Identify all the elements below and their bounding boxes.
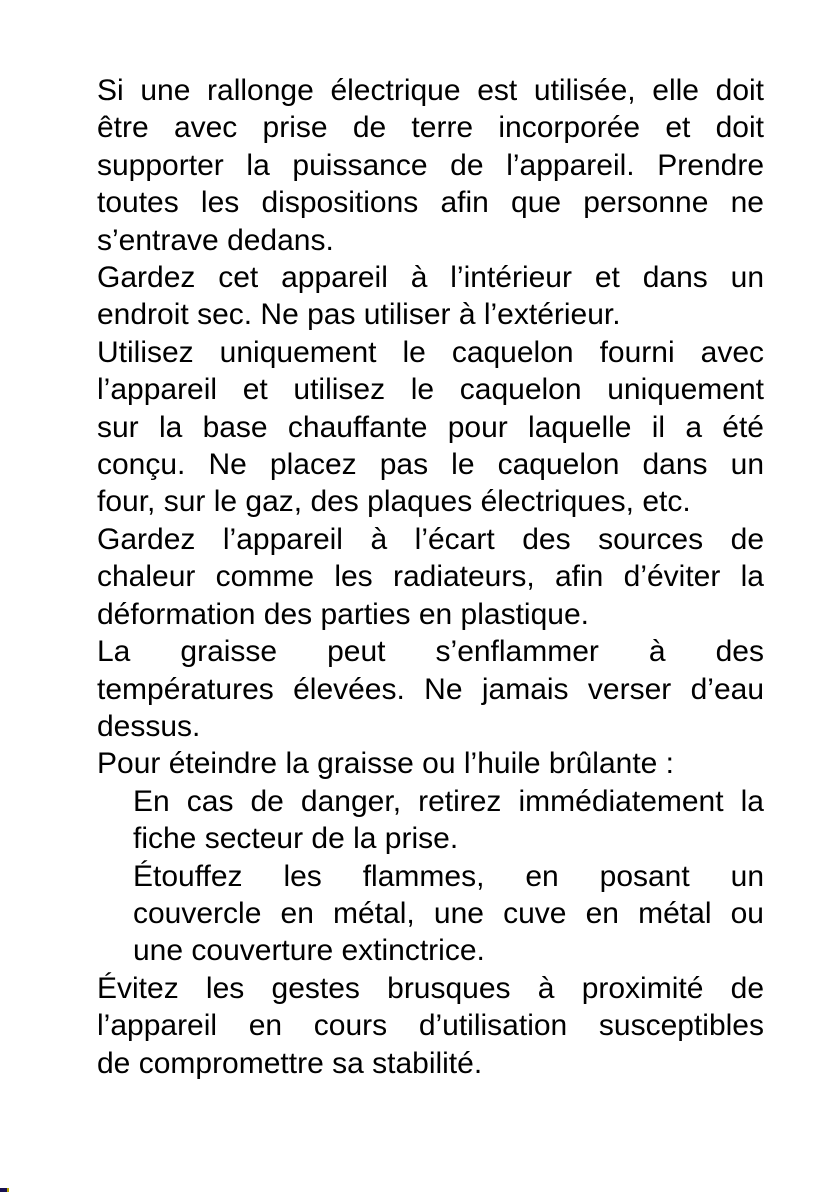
text-line: Gardez cet appareil à l’intérieur et dans un (97, 261, 764, 295)
text-line: une couverture extinctrice. (133, 934, 485, 968)
text-line: Pour éteindre la graisse ou l’huile brûlante : (97, 747, 675, 781)
sub-item-unplug (97, 783, 764, 858)
text-line: déformation des parties en plastique. (97, 597, 589, 631)
text-line: Gardez l’appareil à l’écart des sources de (97, 522, 764, 556)
paragraph-heat-sources (97, 521, 764, 633)
text-line: températures élevées. Ne jamais verser d’eau (97, 672, 764, 706)
text-line: toutes les dispositions afin que personne ne (97, 186, 764, 220)
text-line: Évitez les gestes brusques à proximité de (97, 971, 764, 1005)
text-line: four, sur le gaz, des plaques électriques, etc. (97, 485, 691, 519)
scan-artifact-navy-segment (0, 1188, 7, 1192)
text-line: supporter la puissance de l’appareil. Prendre (97, 148, 764, 182)
text-line: fiche secteur de la prise. (133, 822, 459, 856)
text-line: dessus. (97, 709, 201, 743)
text-line: La graisse peut s’enflammer à des (97, 635, 764, 669)
paragraph-extinguish-intro (97, 745, 764, 782)
text-line: l’appareil en cours d’utilisation susceptibles (97, 1009, 764, 1043)
text-line: Étouffez les flammes, en posant un (133, 859, 764, 893)
paragraph-grease-ignition (97, 633, 764, 745)
scan-artifact (0, 1188, 9, 1192)
text-line: Si une rallonge électrique est utilisée, elle doit (97, 74, 764, 107)
paragraph-caquelon-use (97, 334, 764, 521)
text-line: chaleur comme les radiateurs, afin d’éviter la (97, 560, 764, 594)
sub-item-smother-flames (97, 858, 764, 970)
text-line: être avec prise de terre incorporée et doit (97, 111, 764, 145)
paragraph-indoor-use (97, 259, 764, 334)
text-line: l’appareil et utilisez le caquelon uniquement (97, 373, 764, 407)
text-line: endroit sec. Ne pas utiliser à l’extérieur. (97, 298, 621, 332)
scan-artifact-yellow-segment (7, 1188, 9, 1192)
text-line: conçu. Ne placez pas le caquelon dans un (97, 448, 764, 482)
text-line: de compromettre sa stabilité. (97, 1046, 483, 1080)
text-line: Utilisez uniquement le caquelon fourni avec (97, 335, 764, 369)
text-line: s’entrave dedans. (97, 223, 334, 257)
text-line: couvercle en métal, une cuve en métal ou (133, 896, 764, 930)
text-line: sur la base chauffante pour laquelle il a été (97, 410, 764, 444)
paragraph-stability (97, 970, 764, 1082)
safety-instructions-text (97, 72, 764, 1082)
paragraph-extension-cord (97, 72, 764, 259)
text-line: En cas de danger, retirez immédiatement la (133, 784, 764, 818)
